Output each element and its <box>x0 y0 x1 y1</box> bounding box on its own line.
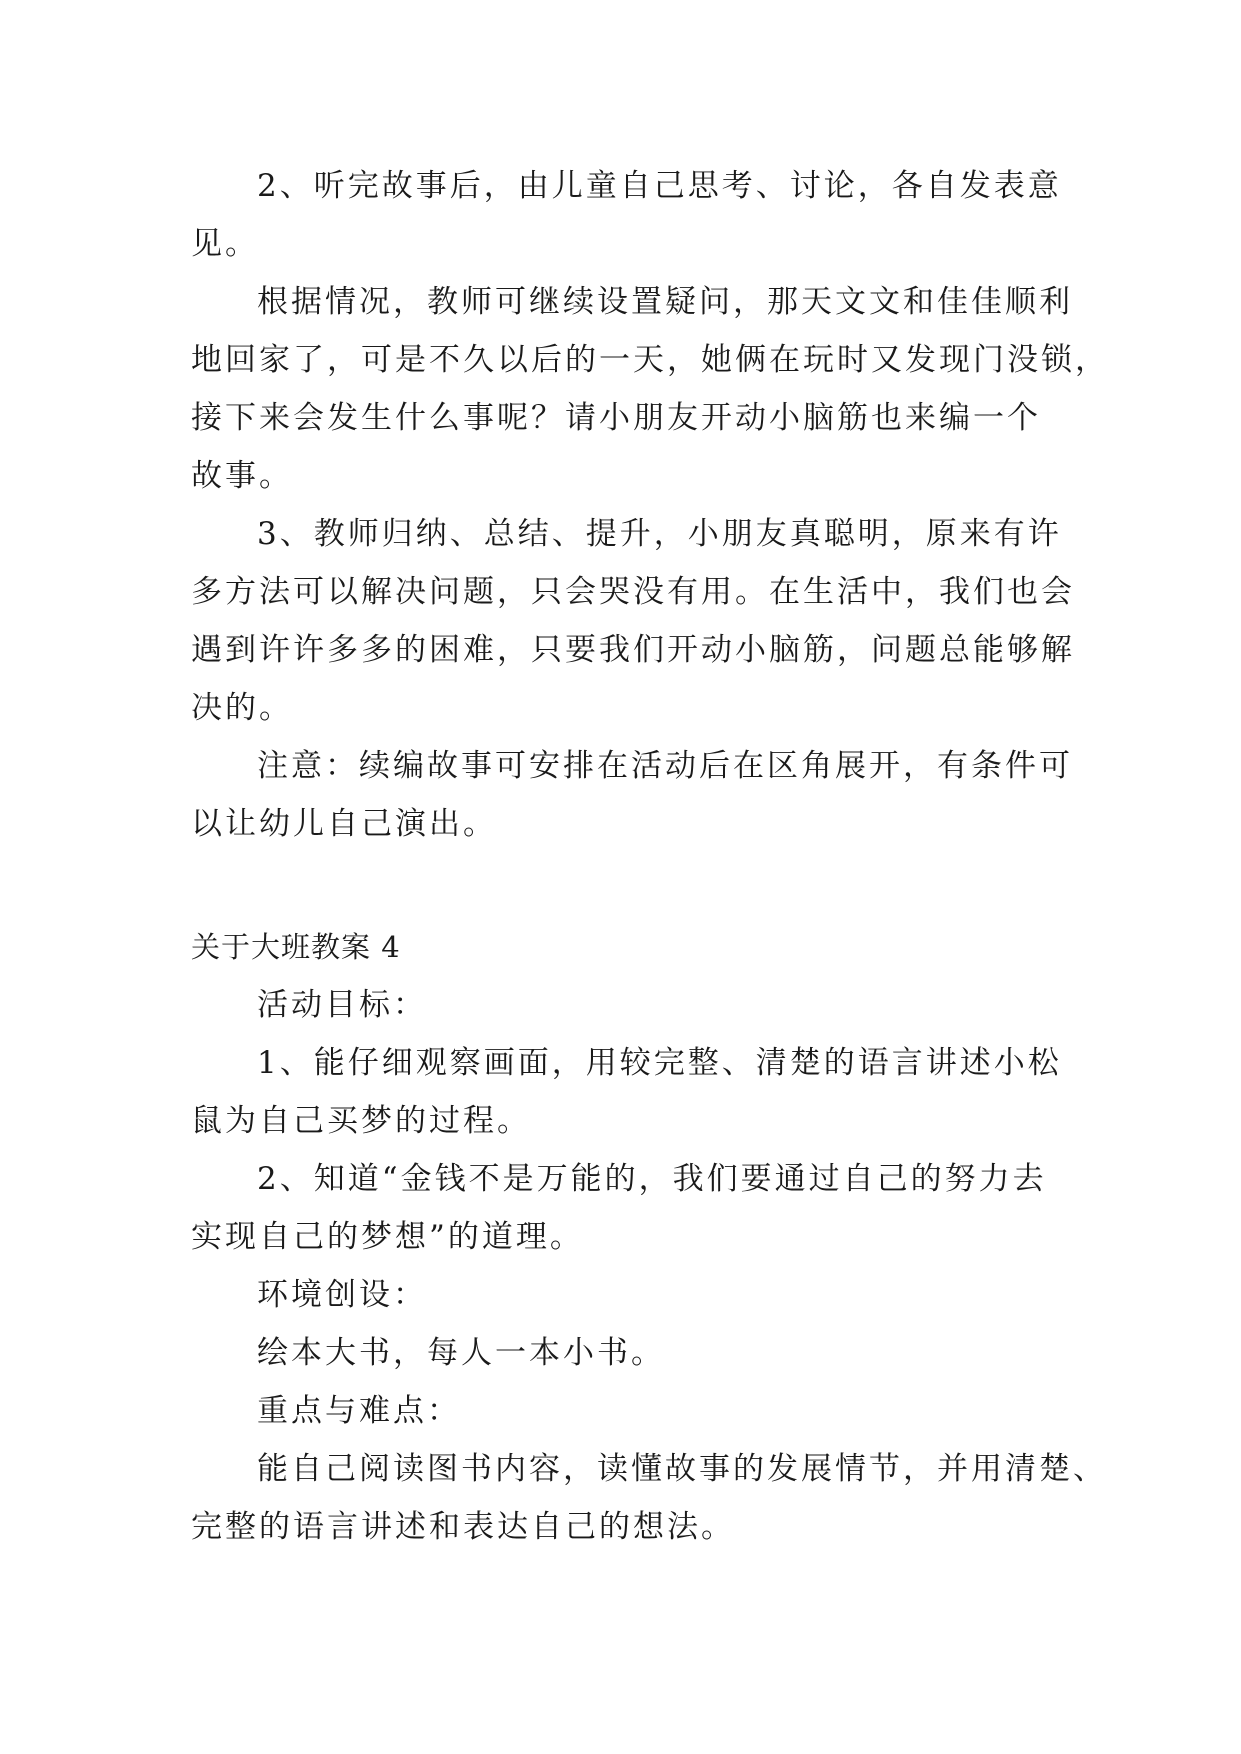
paragraph-line: 1、能仔细观察画面，用较完整、清楚的语言讲述小松 <box>257 1045 1062 1081</box>
paragraph-line: 鼠为自己买梦的过程。 <box>191 1103 531 1139</box>
paragraph-line: 遇到许许多多的困难，只要我们开动小脑筋，问题总能够解 <box>191 632 1075 668</box>
paragraph-line: 根据情况，教师可继续设置疑问，那天文文和佳佳顺利 <box>257 284 1073 320</box>
paragraph-line: 注意：续编故事可安排在活动后在区角展开，有条件可 <box>257 748 1073 784</box>
paragraph-line: 见。 <box>191 226 259 262</box>
paragraph-line: 环境创设： <box>257 1277 427 1313</box>
paragraph-line: 实现自己的梦想”的道理。 <box>191 1219 584 1255</box>
paragraph-line: 完整的语言讲述和表达自己的想法。 <box>191 1509 735 1545</box>
section-1 <box>191 157 1109 853</box>
paragraph-line: 2、知道“金钱不是万能的，我们要通过自己的努力去 <box>257 1161 1047 1197</box>
paragraph-line: 故事。 <box>191 458 293 494</box>
paragraph-line: 决的。 <box>191 690 293 726</box>
paragraph-line: 能自己阅读图书内容，读懂故事的发展情节，并用清楚、 <box>257 1451 1107 1487</box>
section-heading <box>191 918 1049 976</box>
lesson-plan-heading: 关于大班教案 4 <box>191 930 401 964</box>
paragraph-line: 3、教师归纳、总结、提升，小朋友真聪明，原来有许 <box>257 516 1062 552</box>
section-2 <box>191 976 1107 1556</box>
paragraph-line: 以让幼儿自己演出。 <box>191 806 497 842</box>
paragraph-line: 活动目标： <box>257 987 427 1023</box>
paragraph-line: 接下来会发生什么事呢？请小朋友开动小脑筋也来编一个 <box>191 400 1041 436</box>
paragraph-line: 多方法可以解决问题，只会哭没有用。在生活中，我们也会 <box>191 574 1075 610</box>
paragraph-line: 地回家了，可是不久以后的一天，她俩在玩时又发现门没锁， <box>191 342 1109 378</box>
paragraph-line: 绘本大书，每人一本小书。 <box>257 1335 665 1371</box>
paragraph-line: 2、听完故事后，由儿童自己思考、讨论，各自发表意 <box>257 168 1062 204</box>
paragraph-line: 重点与难点： <box>257 1393 461 1429</box>
